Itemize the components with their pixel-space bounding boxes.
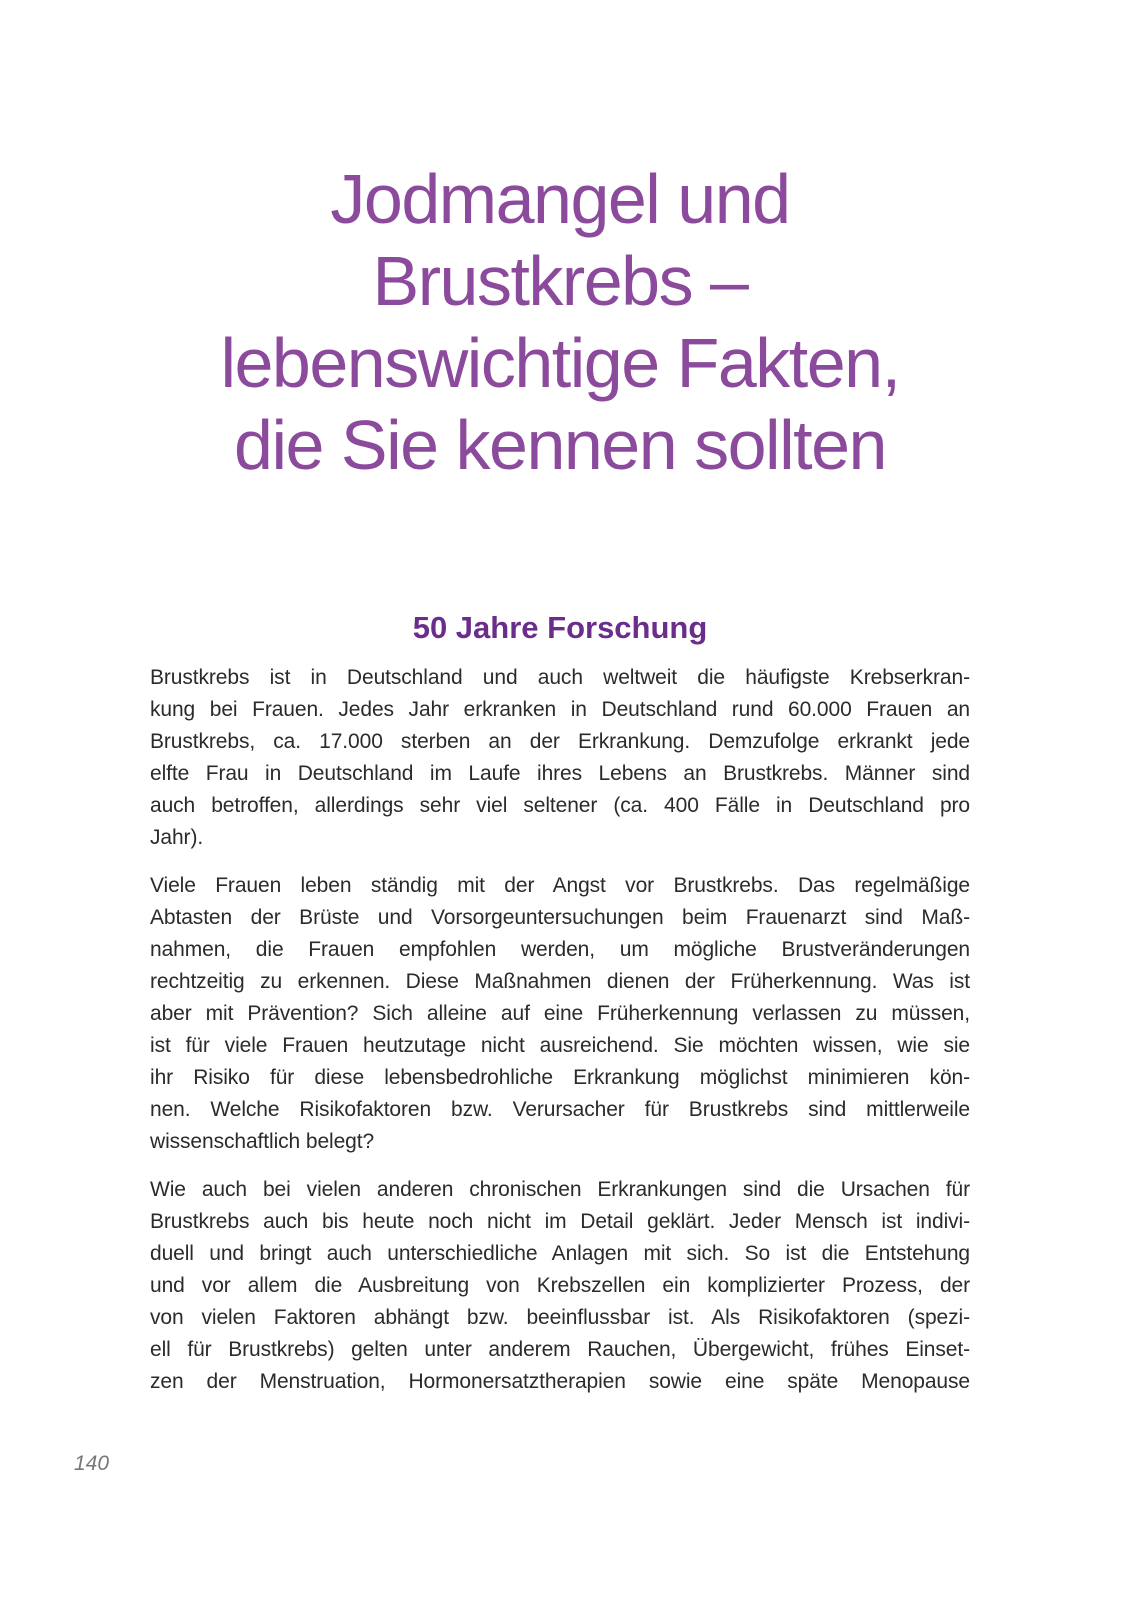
chapter-title-line: Brustkrebs – bbox=[372, 242, 748, 320]
chapter-title-line: die Sie kennen sollten bbox=[234, 406, 886, 484]
text-line: wissenschaftlich belegt? bbox=[150, 1130, 375, 1153]
text-line: auch betroffen, allerdings sehr viel seltener (ca. 400 Fälle in Deutschland pro bbox=[150, 794, 970, 817]
text-line: zen der Menstruation, Hormonersatztherapien sowie eine späte Menopause bbox=[150, 1370, 970, 1393]
body-text bbox=[150, 662, 970, 1414]
text-line: Viele Frauen leben ständig mit der Angst vor Brustkrebs. Das regelmäßige bbox=[150, 874, 970, 897]
text-line: Brustkrebs auch bis heute noch nicht im Detail geklärt. Jeder Mensch ist indivi- bbox=[150, 1210, 970, 1233]
text-line: Brustkrebs ist in Deutschland und auch weltweit die häufigste Krebserkran- bbox=[150, 666, 970, 689]
text-line: duell und bringt auch unterschiedliche Anlagen mit sich. So ist die Entstehung bbox=[150, 1242, 970, 1265]
text-line: und vor allem die Ausbreitung von Krebszellen ein komplizierter Prozess, der bbox=[150, 1274, 970, 1297]
text-line: ist für viele Frauen heutzutage nicht ausreichend. Sie möchten wissen, wie sie bbox=[150, 1034, 970, 1057]
text-line: von vielen Faktoren abhängt bzw. beeinflussbar ist. Als Risikofaktoren (spezi- bbox=[150, 1306, 970, 1329]
text-line: Brustkrebs, ca. 17.000 sterben an der Erkrankung. Demzufolge erkrankt jede bbox=[150, 730, 970, 753]
text-line: Jahr). bbox=[150, 826, 204, 849]
text-line: aber mit Prävention? Sich alleine auf eine Früherkennung verlassen zu müssen, bbox=[150, 1002, 970, 1025]
paragraph-1 bbox=[150, 662, 970, 854]
text-line: nahmen, die Frauen empfohlen werden, um mögliche Brustveränderungen bbox=[150, 938, 970, 961]
paragraph-2 bbox=[150, 870, 970, 1158]
chapter-title-line: lebenswichtige Fakten, bbox=[220, 324, 900, 402]
paragraph-3 bbox=[150, 1174, 970, 1398]
section-heading: 50 Jahre Forschung bbox=[412, 610, 708, 645]
chapter-title bbox=[150, 158, 970, 486]
chapter-title-line: Jodmangel und bbox=[330, 160, 790, 238]
text-line: kung bei Frauen. Jedes Jahr erkranken in Deutschland rund 60.000 Frauen an bbox=[150, 698, 970, 721]
text-line: Wie auch bei vielen anderen chronischen Erkrankungen sind die Ursachen für bbox=[150, 1178, 970, 1201]
text-line: ihr Risiko für diese lebensbedrohliche Erkrankung möglichst minimieren kön- bbox=[150, 1066, 970, 1089]
page-number: 140 bbox=[74, 1452, 110, 1475]
text-line: rechtzeitig zu erkennen. Diese Maßnahmen dienen der Früherkennung. Was ist bbox=[150, 970, 970, 993]
text-line: ell für Brustkrebs) gelten unter anderem Rauchen, Übergewicht, frühes Einset- bbox=[150, 1338, 970, 1361]
text-line: elfte Frau in Deutschland im Laufe ihres Lebens an Brustkrebs. Männer sind bbox=[150, 762, 970, 785]
text-line: Abtasten der Brüste und Vorsorgeuntersuchungen beim Frauenarzt sind Maß- bbox=[150, 906, 970, 929]
text-line: nen. Welche Risikofaktoren bzw. Verursacher für Brustkrebs sind mittlerweile bbox=[150, 1098, 970, 1121]
